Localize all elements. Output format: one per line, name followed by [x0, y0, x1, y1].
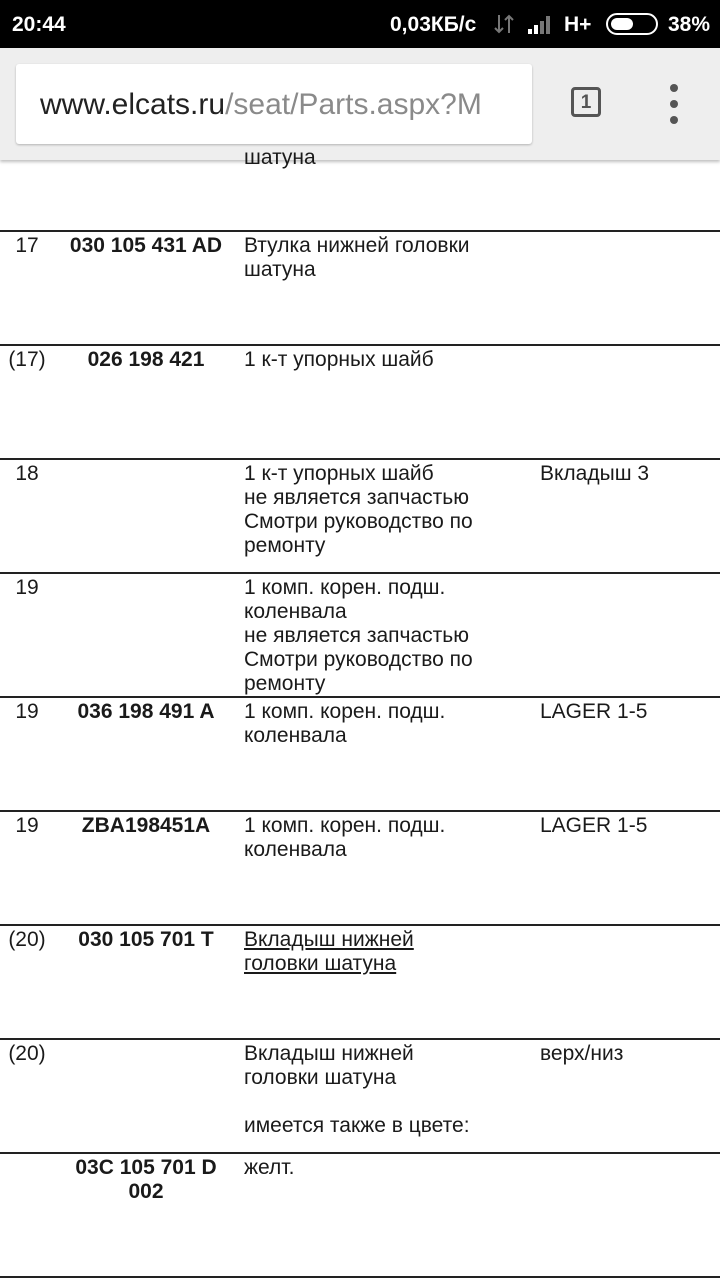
note-cell	[540, 232, 718, 234]
battery-percent: 38%	[668, 13, 711, 36]
url-bar[interactable]	[16, 64, 532, 144]
part-name-cell: 1 к-т упорных шайб	[244, 348, 434, 371]
table-row	[0, 458, 720, 572]
part-name-cell: 1 комп. корен. подш. коленвала	[244, 700, 446, 747]
url-path: /seat/Parts.aspx?M	[225, 88, 482, 121]
position-cell: 19	[15, 576, 39, 599]
position-cell: 17	[15, 234, 39, 257]
position-cell: 19	[15, 700, 39, 723]
url-text[interactable]	[40, 88, 482, 122]
table-row	[0, 810, 720, 924]
status-time: 20:44	[12, 13, 66, 36]
signal-icon	[526, 12, 554, 36]
browser-toolbar	[0, 48, 720, 160]
part-name-cell[interactable]	[244, 926, 534, 976]
part-name-cell: 1 комп. корен. подш. коленвала	[244, 814, 446, 861]
part-number-cell	[56, 1040, 236, 1042]
part-number-cell	[56, 574, 236, 576]
position-cell	[2, 1154, 52, 1156]
note-cell	[540, 1154, 718, 1156]
table-row	[0, 572, 720, 696]
part-number-cell	[56, 460, 236, 462]
data-transfer-icon	[492, 12, 516, 36]
part-name-cell: Вкладыш нижней головки шатуна имеется также в цвете:	[244, 1042, 470, 1137]
part-name-cell: желт.	[244, 1156, 295, 1179]
position-cell: 19	[15, 814, 39, 837]
part-number-cell[interactable]: 036 198 491 A	[77, 700, 215, 723]
part-number-cell[interactable]: 026 198 421	[87, 348, 205, 371]
status-bar	[0, 0, 720, 48]
position-cell: (17)	[8, 348, 46, 371]
parts-table	[0, 146, 720, 1280]
note-cell	[540, 926, 718, 928]
note-cell: LAGER 1-5	[540, 814, 648, 837]
table-row	[0, 344, 720, 458]
network-type: H+	[564, 13, 592, 36]
table-row	[0, 696, 720, 810]
note-cell	[540, 574, 718, 576]
part-name-cell: Втулка нижней головки шатуна	[244, 234, 470, 281]
table-row	[0, 230, 720, 344]
table-row	[0, 1038, 720, 1152]
position-cell: 18	[15, 462, 39, 485]
part-number-cell[interactable]: 030 105 431 AD	[69, 234, 223, 257]
partial-row-text: шатуна	[244, 146, 316, 169]
part-name-cell: 1 комп. корен. подш. коленвала не является запчастью Смотри руководство по ремонту	[244, 576, 473, 695]
status-network-speed: 0,03КБ/с	[390, 13, 477, 36]
table-row	[0, 924, 720, 1038]
note-cell: Вкладыш 3	[540, 462, 650, 485]
table-row	[0, 1152, 720, 1278]
table-row	[0, 1276, 720, 1280]
url-host: www.elcats.ru	[40, 88, 226, 121]
battery-icon	[606, 13, 660, 35]
tab-switcher-button[interactable]: 1	[571, 87, 601, 117]
note-cell: верх/низ	[540, 1042, 624, 1065]
note-cell	[540, 346, 718, 348]
part-number-cell[interactable]: 03C 105 701 D 002	[75, 1156, 217, 1203]
position-cell: (20)	[8, 928, 46, 951]
position-cell: (20)	[8, 1042, 46, 1065]
part-number-cell[interactable]: ZBA198451A	[81, 814, 211, 837]
part-name-link[interactable]: Вкладыш нижней головки шатуна	[244, 928, 414, 975]
overflow-menu-icon[interactable]	[664, 84, 684, 124]
part-name-cell: 1 к-т упорных шайб не является запчастью Смотри руководство по ремонту	[244, 462, 473, 557]
part-number-cell[interactable]: 030 105 701 T	[78, 928, 214, 951]
note-cell: LAGER 1-5	[540, 700, 648, 723]
